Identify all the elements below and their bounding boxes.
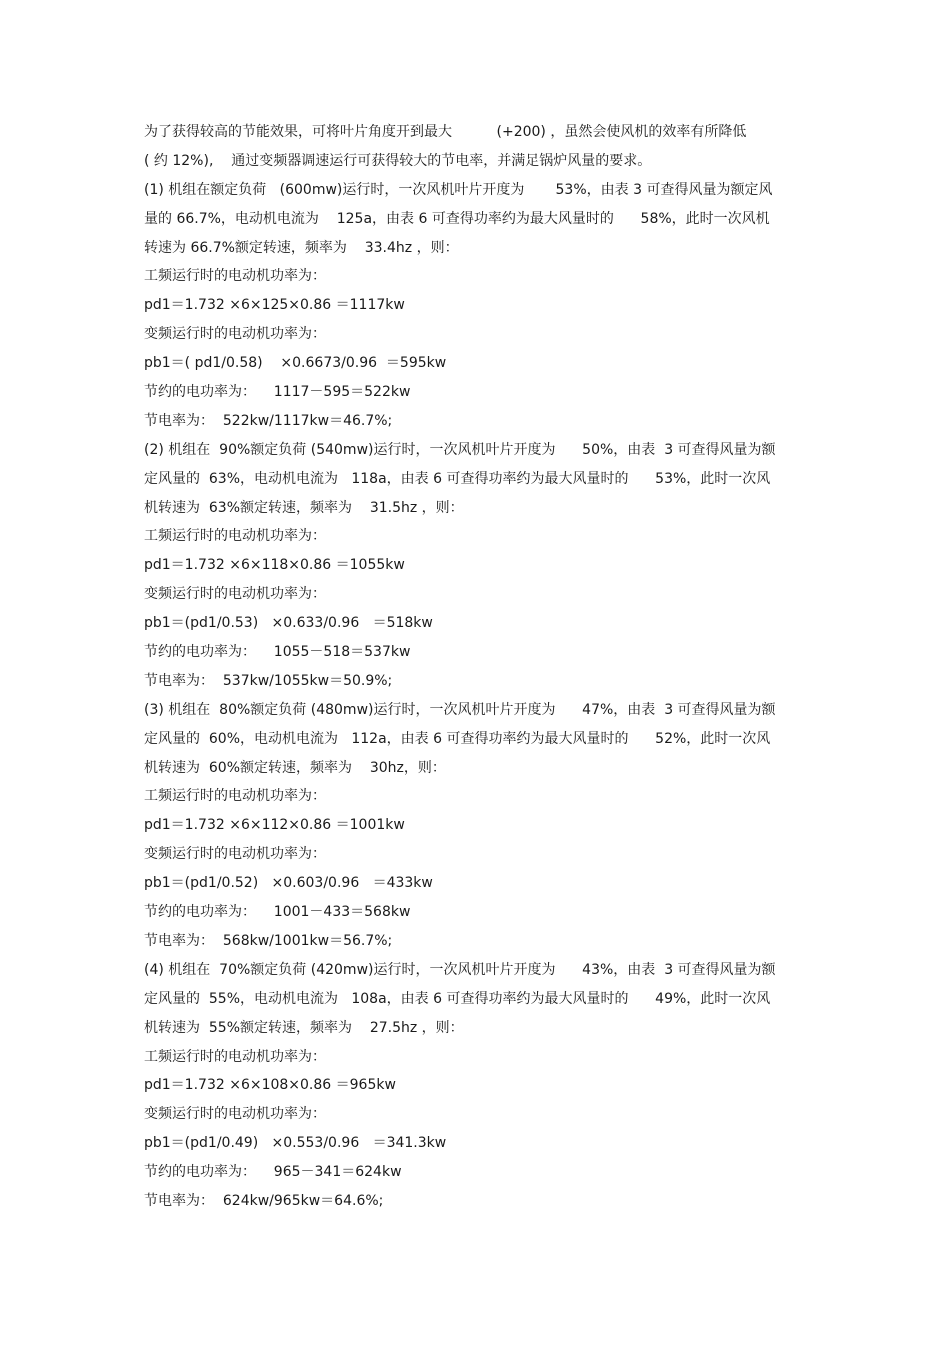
- text-line: 为了获得较高的节能效果，可将叶片角度开到最大 (+200) ，虽然会使风机的效率有所降低: [144, 124, 747, 140]
- text-line: 工频运行时的电动机功率为：: [144, 268, 326, 285]
- text-line: pd1＝1.732 ×6×125×0.86 ＝1117kw: [144, 297, 405, 314]
- text-line: 节约的电功率为： 1055－518＝537kw: [144, 644, 411, 661]
- text-line: 工频运行时的电动机功率为：: [144, 1048, 326, 1065]
- text-line: pd1＝1.732 ×6×112×0.86 ＝1001kw: [144, 817, 405, 834]
- text-line: 机转速为 60%额定转速，频率为 30hz，则：: [144, 759, 446, 776]
- text-line: 机转速为 63%额定转速，频率为 31.5hz ，则：: [144, 499, 464, 516]
- text-line: 节电率为： 537kw/1055kw＝50.9%;: [144, 672, 393, 689]
- text-line: 机转速为 55%额定转速，频率为 27.5hz ，则：: [144, 1019, 464, 1036]
- text-line: (3) 机组在 80%额定负荷 (480mw)运行时，一次风机叶片开度为 47%，由表 3 可查得风量为额: [144, 701, 776, 718]
- text-line: 变频运行时的电动机功率为：: [144, 326, 326, 343]
- text-line: (4) 机组在 70%额定负荷 (420mw)运行时，一次风机叶片开度为 43%，由表 3 可查得风量为额: [144, 961, 776, 978]
- text-line: 量的 66.7%，电动机电流为 125a，由表 6 可查得功率约为最大风量时的 58%，此时一次风机: [144, 210, 770, 227]
- text-line: 节电率为： 568kw/1001kw＝56.7%;: [144, 932, 393, 949]
- text-line: 定风量的 55%，电动机电流为 108a，由表 6 可查得功率约为最大风量时的 49%，此时一次风: [144, 990, 771, 1007]
- text-line: pd1＝1.732 ×6×118×0.86 ＝1055kw: [144, 557, 405, 574]
- text-line: 变频运行时的电动机功率为：: [144, 586, 326, 603]
- text-line: 节约的电功率为： 1117－595＝522kw: [144, 384, 411, 401]
- text-line: pd1＝1.732 ×6×108×0.86 ＝965kw: [144, 1077, 396, 1094]
- text-line: ( 约 12%), 通过变频器调速运行可获得较大的节电率，并满足锅炉风量的要求。: [144, 152, 652, 169]
- text-line: pb1＝(pd1/0.49) ×0.553/0.96 ＝341.3kw: [144, 1135, 447, 1152]
- text-line: 节电率为： 624kw/965kw＝64.6%;: [144, 1192, 384, 1209]
- text-line: 节电率为： 522kw/1117kw＝46.7%;: [144, 412, 393, 429]
- text-line: 定风量的 60%，电动机电流为 112a，由表 6 可查得功率约为最大风量时的 52%，此时一次风: [144, 730, 771, 747]
- text-line: pb1＝( pd1/0.58) ×0.6673/0.96 ＝595kw: [144, 355, 447, 372]
- text-line: 定风量的 63%，电动机电流为 118a，由表 6 可查得功率约为最大风量时的 53%，此时一次风: [144, 470, 771, 487]
- text-line: 变频运行时的电动机功率为：: [144, 846, 326, 863]
- text-line: 变频运行时的电动机功率为：: [144, 1106, 326, 1123]
- text-line: (1) 机组在额定负荷 (600mw)运行时，一次风机叶片开度为 53%，由表 3 可查得风量为额定风: [144, 181, 773, 198]
- text-line: 节约的电功率为： 1001－433＝568kw: [144, 904, 411, 921]
- document-body: [144, 118, 804, 1216]
- text-line: 工频运行时的电动机功率为：: [144, 788, 326, 805]
- text-line: 节约的电功率为： 965－341＝624kw: [144, 1164, 402, 1181]
- text-line: pb1＝(pd1/0.53) ×0.633/0.96 ＝518kw: [144, 615, 433, 632]
- text-line: 工频运行时的电动机功率为：: [144, 528, 326, 545]
- text-line: 转速为 66.7%额定转速，频率为 33.4hz ，则：: [144, 239, 459, 256]
- text-line: (2) 机组在 90%额定负荷 (540mw)运行时，一次风机叶片开度为 50%，由表 3 可查得风量为额: [144, 441, 776, 458]
- text-line: pb1＝(pd1/0.52) ×0.603/0.96 ＝433kw: [144, 875, 433, 892]
